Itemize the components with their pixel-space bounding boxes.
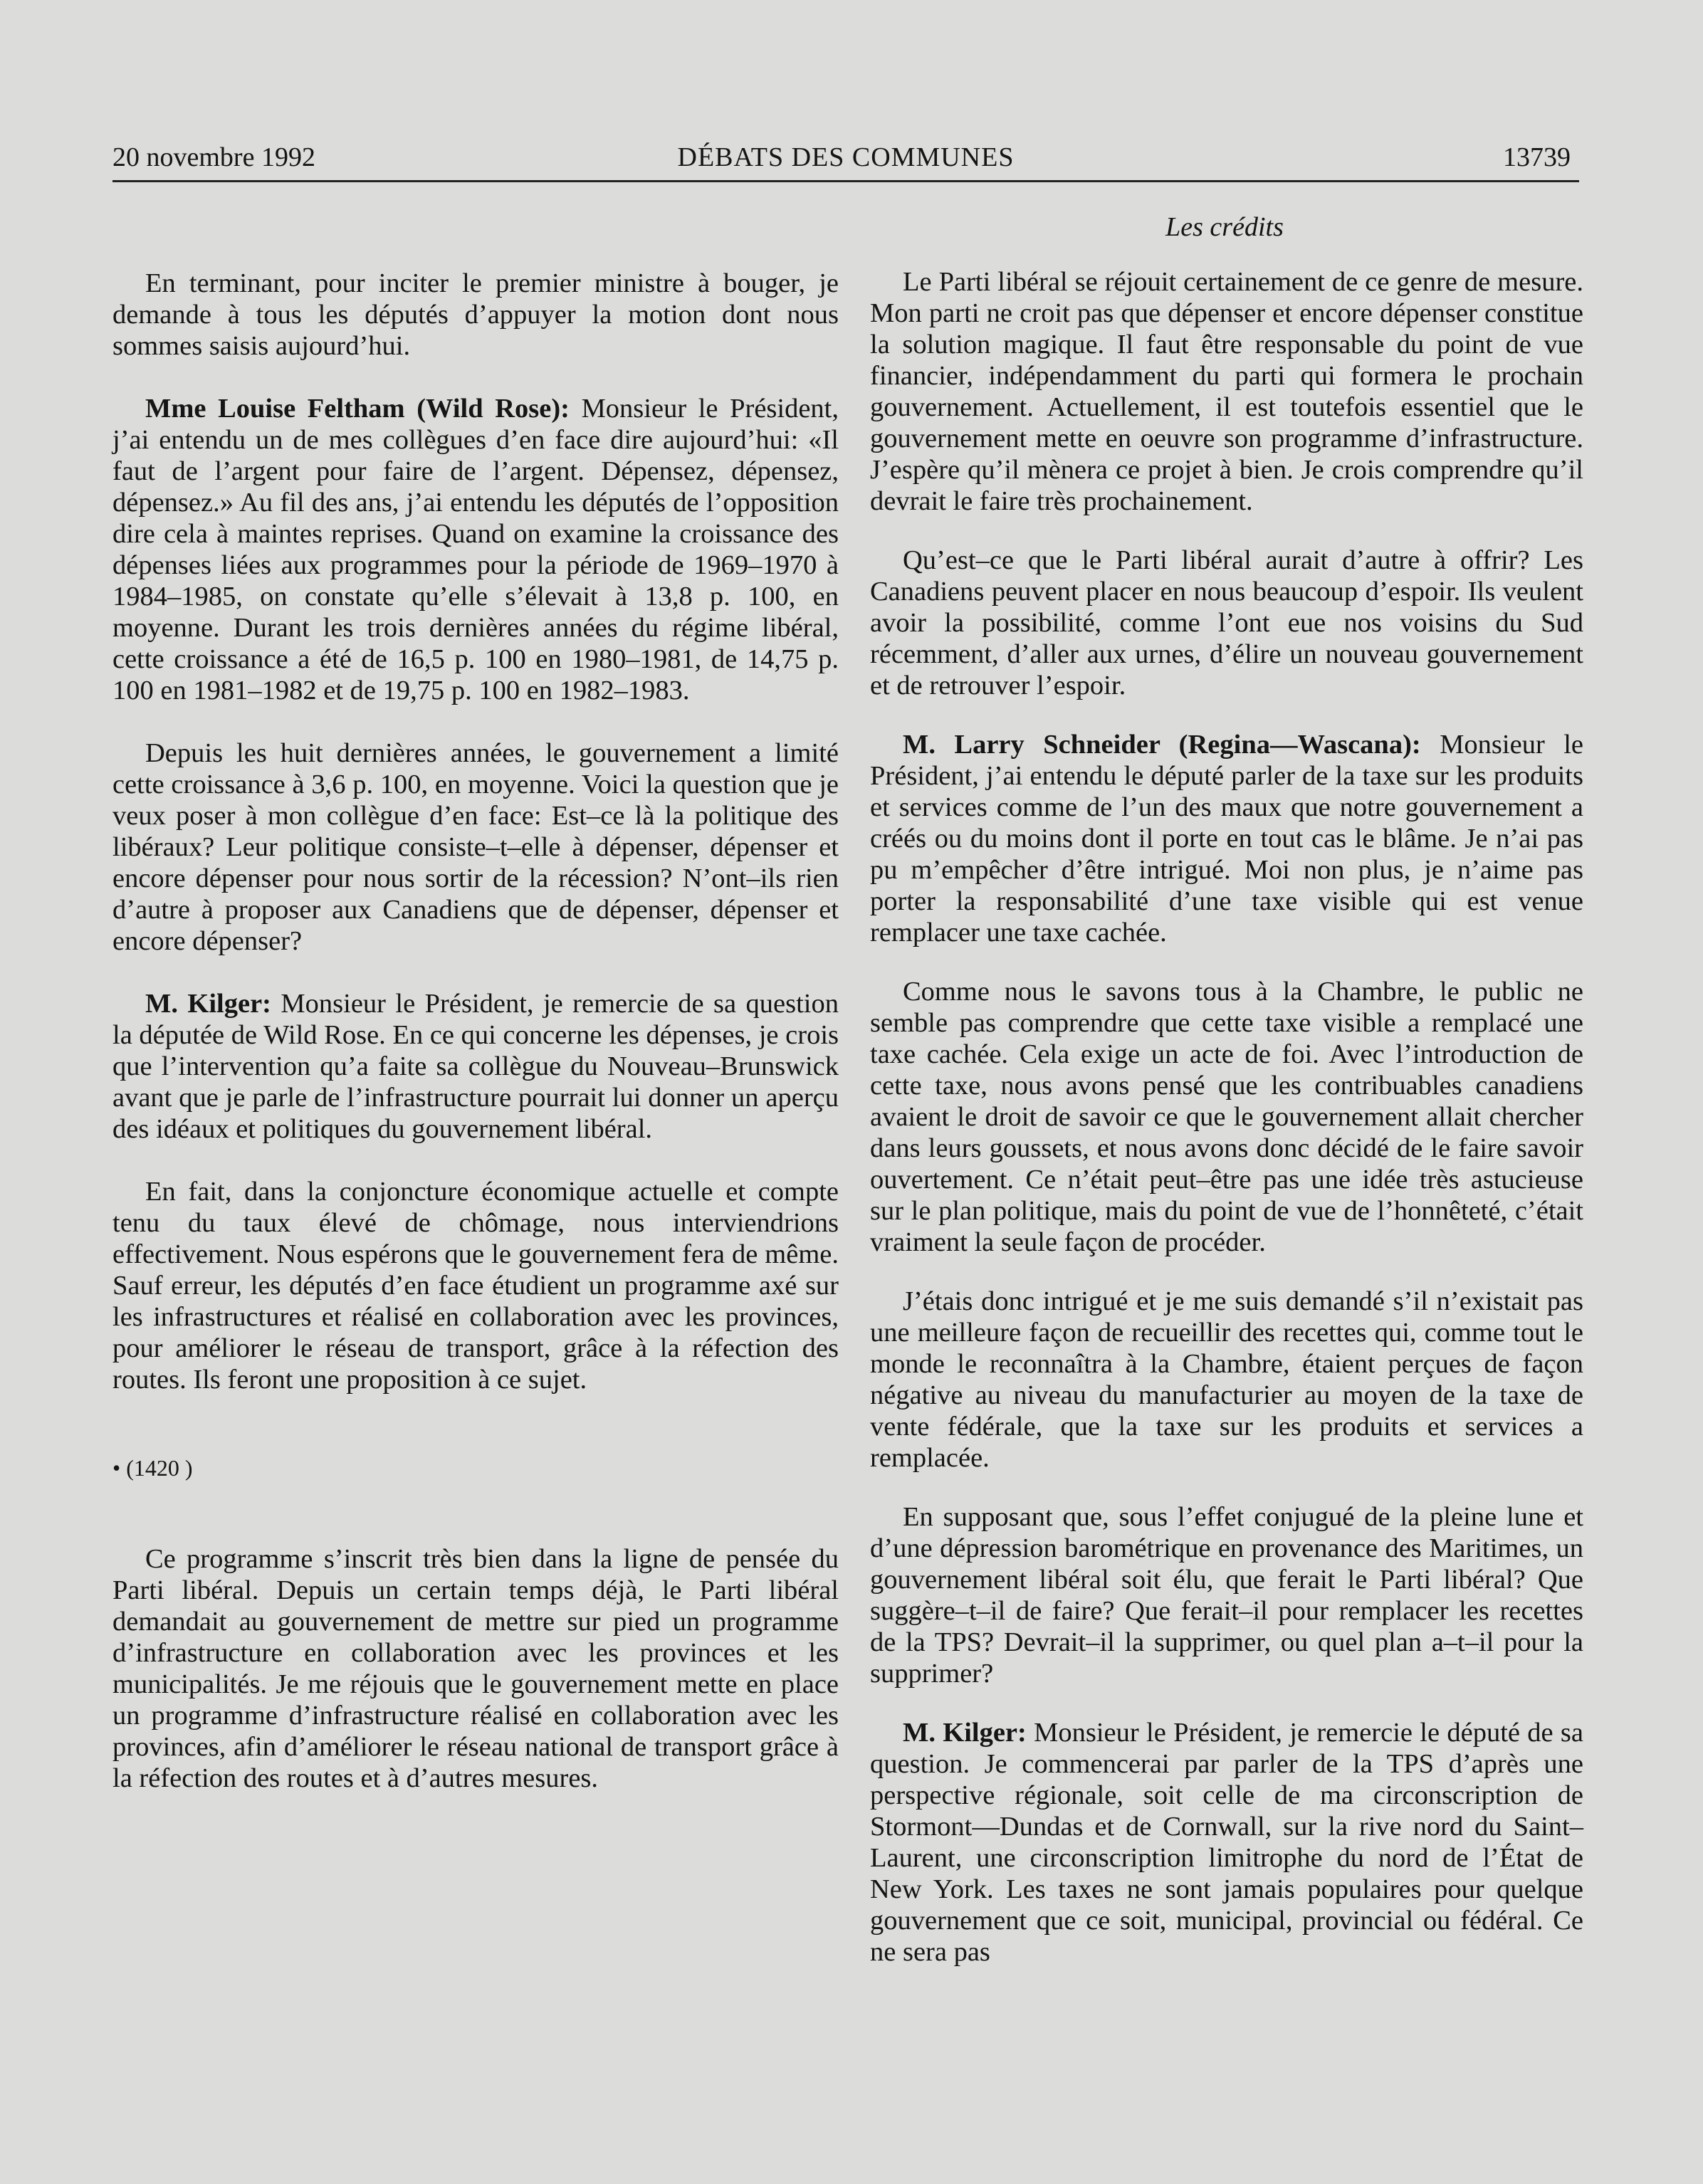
paragraph: Qu’est–ce que le Parti libéral aurait d’autre à offrir? Les Canadiens peuvent placer en nous beaucoup d’espoir. Ils veulent avoir la possibilité, comme l’ont eue nos voisins du Sud récemment, d’aller aux urnes, d’élire un nouveau gouvernement et de retrouver l’espoir. xyxy=(870,545,1583,700)
header-page-number: 13739 xyxy=(1503,142,1571,172)
paragraph xyxy=(112,988,839,1145)
paragraph xyxy=(870,1717,1583,1968)
paragraph: En supposant que, sous l’effet conjugué de la pleine lune et d’une dépression barométrique en provenance des Maritimes, un gouvernement libéral soit élu, que ferait le Parti libéral? Que suggère–t–il de faire? Que ferait–il pour remplacer les recettes de la TPS? Devrait–il la supprimer, ou quel plan a–t–il pour la supprimer? xyxy=(870,1502,1583,1689)
page-header xyxy=(112,137,1579,182)
paragraph: Ce programme s’inscrit très bien dans la ligne de pensée du Parti libéral. Depuis un certain temps déjà, le Parti libéral demandait au gouvernement de mettre sur pied un programme d’infrastructure en collaboration avec les provinces et les municipalités. Je me réjouis que le gouvernement mette en place un programme d’infrastructure réalisé en collaboration avec les provinces, afin d’améliorer le réseau national de transport grâce à la réfection des routes et à d’autres mesures. xyxy=(112,1544,839,1793)
speaker-name: Mme Louise Feltham (Wild Rose): xyxy=(145,394,570,424)
paragraph xyxy=(112,393,839,706)
right-column xyxy=(870,266,1583,1968)
paragraph-text: Monsieur le Président, je remercie de sa question la députée de Wild Rose. En ce qui concerne les dépenses, je crois que l’intervention qu’a faite sa collègue du Nouveau–Brunswick avant que je parle de l’infrastructure pourrait lui donner un aperçu des idéaux et politiques du gouvernement libéral. xyxy=(112,989,839,1144)
paragraph: Depuis les huit dernières années, le gouvernement a limité cette croissance à 3,6 p. 100, en moyenne. Voici la question que je veux poser à mon collègue d’en face: Est–ce là la politique des libéraux? Leur politique consiste–t–elle à dépenser, dépenser et encore dépenser pour nous sortir de la récession? N’ont–ils rien d’autre à proposer aux Canadiens que de dépenser, dépenser et encore dépenser? xyxy=(112,738,839,956)
paragraph: En fait, dans la conjoncture économique actuelle et compte tenu du taux élevé de chômage, nous interviendrions effectivement. Nous espérons que le gouvernement fera de même. Sauf erreur, les députés d’en face étudient un programme axé sur les infrastructures et réalisé en collaboration avec les provinces, pour améliorer le réseau de transport, grâce à la réfection des routes. Ils feront une proposition à ce sujet. xyxy=(112,1177,839,1395)
paragraph-text: Monsieur le Président, j’ai entendu le député parler de la taxe sur les produits et services comme de l’un des maux que notre gouvernement a créés ou du moins dont il porte en tout cas le blâme. Je n’ai pas pu m’empêcher d’être intrigué. Moi non plus, je n’aime pas porter la responsabilité d’une taxe visible qui est venue remplacer une taxe cachée. xyxy=(870,730,1584,947)
timestamp-marker: • (1420 ) xyxy=(112,1455,193,1481)
paragraph: Le Parti libéral se réjouit certainement de ce genre de mesure. Mon parti ne croit pas que dépenser et encore dépenser constitue la solution magique. Il faut être responsable du point de vue financier, indépendamment du parti qui formera le prochain gouvernement. Actuellement, il est toutefois essentiel que le gouvernement mette en oeuvre son programme d’infrastructure. J’espère qu’il mènera ce projet à bien. Je crois comprendre qu’il devrait le faire très prochainement. xyxy=(870,267,1583,516)
paragraph xyxy=(870,729,1583,948)
paragraph-text: Monsieur le Président, j’ai entendu un de mes collègues d’en face dire aujourd’hui: «Il faut de l’argent pour faire de l’argent. Dépensez, dépensez, dépensez.» Au fil des ans, j’ai entendu les députés de l’opposition dire cela à maintes reprises. Quand on examine la croissance des dépenses liées aux programmes pour la période de 1969–1970 à 1984–1985, on constate qu’elle s’élevait à 13,8 p. 100, en moyenne. Durant les trois dernières années du régime libéral, cette croissance a été de 16,5 p. 100 en 1980–1981, de 14,75 p. 100 en 1981–1982 et de 19,75 p. 100 en 1982–1983. xyxy=(112,394,839,705)
left-column xyxy=(112,268,839,1794)
header-date: 20 novembre 1992 xyxy=(112,142,315,172)
speaker-name: M. Larry Schneider (Regina—Wascana): xyxy=(903,730,1421,760)
speaker-name: M. Kilger: xyxy=(145,989,271,1019)
header-title: DÉBATS DES COMMUNES xyxy=(677,142,1015,172)
speaker-name: M. Kilger: xyxy=(903,1718,1027,1748)
section-title: Les crédits xyxy=(1165,212,1284,242)
paragraph: En terminant, pour inciter le premier ministre à bouger, je demande à tous les députés d’appuyer la motion dont nous sommes saisis aujourd’hui. xyxy=(112,268,839,361)
paragraph-text: Monsieur le Président, je remercie le député de sa question. Je commencerai par parler de la TPS d’après une perspective régionale, soit celle de ma circonscription de Stormont—Dundas et de Cornwall, sur la rive nord du Saint–Laurent, une circonscription limitrophe du nord de l’État de New York. Les taxes ne sont jamais populaires pour quelque gouvernement que ce soit, municipal, provincial ou fédéral. Ce ne sera pas xyxy=(870,1718,1583,1967)
paragraph: J’étais donc intrigué et je me suis demandé s’il n’existait pas une meilleure façon de recueillir des recettes qui, comme tout le monde le reconnaîtra à la Chambre, étaient perçues de façon négative au niveau du manufacturier au moyen de la taxe de vente fédérale, que la taxe sur les produits et services a remplacée. xyxy=(870,1286,1583,1473)
paragraph: Comme nous le savons tous à la Chambre, le public ne semble pas comprendre que cette taxe visible a remplacé une taxe cachée. Cela exige un acte de foi. Avec l’introduction de cette taxe, nous avons pensé que les contribuables canadiens avaient le droit de savoir ce que le gouvernement allait chercher dans leurs goussets, et nous avons donc décidé de le faire savoir ouvertement. Ce n’était peut–être pas une idée très astucieuse sur le plan politique, mais du point de vue de l’honnêteté, c’était vraiment la seule façon de procéder. xyxy=(870,977,1583,1257)
